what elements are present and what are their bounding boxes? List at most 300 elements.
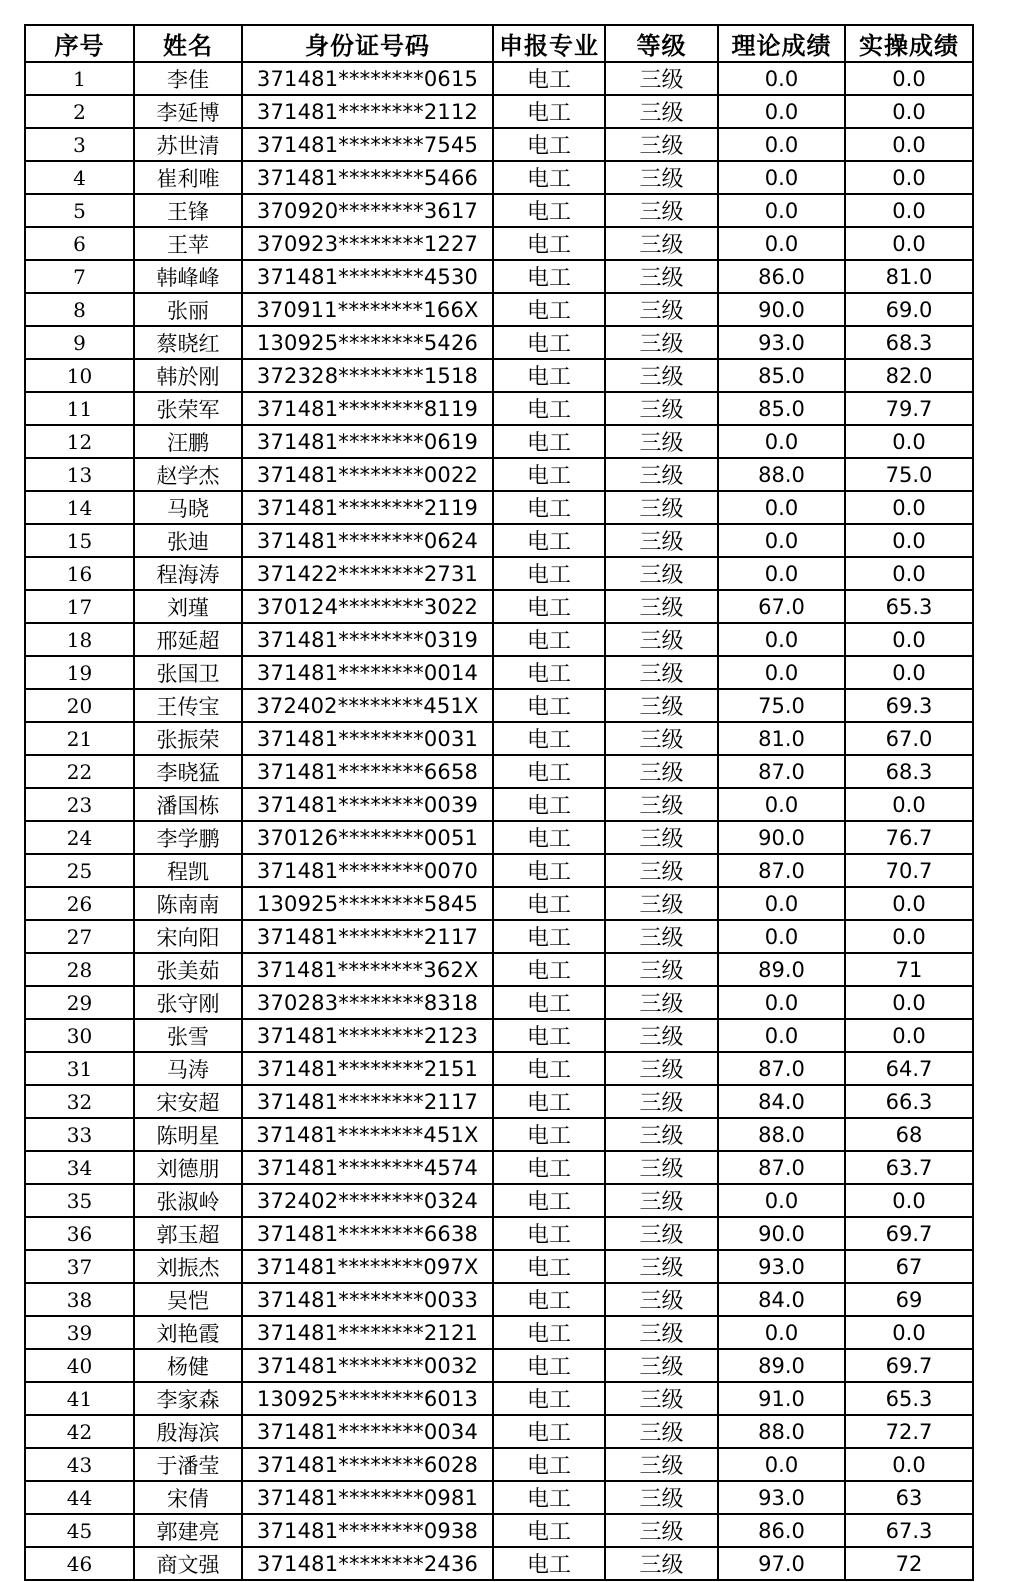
table-row [25, 689, 973, 722]
cell-name: 苏世清 [134, 128, 242, 161]
cell-id-number: 372402********451X [242, 689, 493, 722]
cell-id-number: 372402********0324 [242, 1184, 493, 1217]
cell-practical-score: 0.0 [845, 1316, 973, 1349]
table-row [25, 557, 973, 590]
cell-level: 三级 [605, 260, 718, 293]
cell-seq: 29 [25, 986, 134, 1019]
cell-seq: 1 [25, 62, 134, 95]
cell-id-number: 371481********0319 [242, 623, 493, 656]
cell-practical-score: 68.3 [845, 326, 973, 359]
table-row [25, 1382, 973, 1415]
cell-name: 郭玉超 [134, 1217, 242, 1250]
cell-level: 三级 [605, 62, 718, 95]
cell-name: 马晓 [134, 491, 242, 524]
cell-id-number: 371481********362X [242, 953, 493, 986]
cell-practical-score: 0.0 [845, 62, 973, 95]
table-row [25, 1217, 973, 1250]
cell-seq: 14 [25, 491, 134, 524]
cell-practical-score: 67 [845, 1250, 973, 1283]
header-seq: 序号 [25, 25, 134, 62]
cell-id-number: 371481********4574 [242, 1151, 493, 1184]
cell-id-number: 371422********2731 [242, 557, 493, 590]
cell-level: 三级 [605, 1151, 718, 1184]
cell-name: 汪鹏 [134, 425, 242, 458]
header-id-number: 身份证号码 [242, 25, 493, 62]
cell-theory-score: 0.0 [718, 425, 845, 458]
cell-level: 三级 [605, 1382, 718, 1415]
score-table [24, 24, 974, 1581]
cell-practical-score: 67.0 [845, 722, 973, 755]
cell-specialty: 电工 [493, 392, 605, 425]
cell-level: 三级 [605, 1514, 718, 1547]
cell-theory-score: 84.0 [718, 1283, 845, 1316]
cell-theory-score: 0.0 [718, 161, 845, 194]
cell-level: 三级 [605, 1415, 718, 1448]
cell-level: 三级 [605, 1118, 718, 1151]
cell-id-number: 370283********8318 [242, 986, 493, 1019]
cell-theory-score: 91.0 [718, 1382, 845, 1415]
cell-seq: 32 [25, 1085, 134, 1118]
cell-theory-score: 0.0 [718, 1019, 845, 1052]
cell-theory-score: 87.0 [718, 1052, 845, 1085]
cell-theory-score: 0.0 [718, 227, 845, 260]
cell-id-number: 371481********2112 [242, 95, 493, 128]
cell-id-number: 370911********166X [242, 293, 493, 326]
cell-theory-score: 67.0 [718, 590, 845, 623]
cell-theory-score: 86.0 [718, 1514, 845, 1547]
table-row [25, 359, 973, 392]
cell-theory-score: 93.0 [718, 1481, 845, 1514]
cell-specialty: 电工 [493, 722, 605, 755]
cell-name: 潘国栋 [134, 788, 242, 821]
cell-seq: 26 [25, 887, 134, 920]
table-row [25, 623, 973, 656]
header-level: 等级 [605, 25, 718, 62]
cell-specialty: 电工 [493, 1118, 605, 1151]
cell-level: 三级 [605, 590, 718, 623]
cell-name: 程凯 [134, 854, 242, 887]
cell-seq: 25 [25, 854, 134, 887]
table-row [25, 524, 973, 557]
table-row [25, 920, 973, 953]
cell-theory-score: 0.0 [718, 788, 845, 821]
cell-seq: 11 [25, 392, 134, 425]
cell-practical-score: 0.0 [845, 425, 973, 458]
cell-theory-score: 81.0 [718, 722, 845, 755]
cell-practical-score: 75.0 [845, 458, 973, 491]
cell-practical-score: 63 [845, 1481, 973, 1514]
table-row [25, 1514, 973, 1547]
cell-practical-score: 0.0 [845, 623, 973, 656]
cell-level: 三级 [605, 326, 718, 359]
cell-level: 三级 [605, 425, 718, 458]
cell-id-number: 370923********1227 [242, 227, 493, 260]
cell-seq: 5 [25, 194, 134, 227]
cell-name: 刘振杰 [134, 1250, 242, 1283]
cell-name: 蔡晓红 [134, 326, 242, 359]
cell-specialty: 电工 [493, 590, 605, 623]
cell-name: 张迪 [134, 524, 242, 557]
cell-specialty: 电工 [493, 1316, 605, 1349]
cell-specialty: 电工 [493, 326, 605, 359]
cell-seq: 35 [25, 1184, 134, 1217]
cell-practical-score: 66.3 [845, 1085, 973, 1118]
cell-seq: 44 [25, 1481, 134, 1514]
cell-id-number: 371481********5466 [242, 161, 493, 194]
cell-theory-score: 89.0 [718, 1349, 845, 1382]
table-row [25, 1151, 973, 1184]
table-row [25, 128, 973, 161]
cell-id-number: 371481********0032 [242, 1349, 493, 1382]
cell-practical-score: 79.7 [845, 392, 973, 425]
cell-practical-score: 69.7 [845, 1349, 973, 1382]
table-row [25, 293, 973, 326]
cell-level: 三级 [605, 128, 718, 161]
cell-practical-score: 69.3 [845, 689, 973, 722]
cell-level: 三级 [605, 755, 718, 788]
cell-level: 三级 [605, 1184, 718, 1217]
cell-id-number: 371481********2119 [242, 491, 493, 524]
cell-name: 刘艳霞 [134, 1316, 242, 1349]
cell-id-number: 371481********8119 [242, 392, 493, 425]
cell-name: 王传宝 [134, 689, 242, 722]
cell-seq: 43 [25, 1448, 134, 1481]
cell-practical-score: 70.7 [845, 854, 973, 887]
table-row [25, 1547, 973, 1580]
cell-level: 三级 [605, 524, 718, 557]
table-row [25, 95, 973, 128]
cell-seq: 16 [25, 557, 134, 590]
cell-seq: 37 [25, 1250, 134, 1283]
cell-level: 三级 [605, 821, 718, 854]
cell-specialty: 电工 [493, 821, 605, 854]
table-row [25, 986, 973, 1019]
table-row [25, 161, 973, 194]
cell-seq: 4 [25, 161, 134, 194]
cell-practical-score: 68.3 [845, 755, 973, 788]
cell-id-number: 371481********2123 [242, 1019, 493, 1052]
cell-level: 三级 [605, 1448, 718, 1481]
cell-id-number: 371481********2121 [242, 1316, 493, 1349]
cell-seq: 31 [25, 1052, 134, 1085]
cell-name: 陈南南 [134, 887, 242, 920]
cell-level: 三级 [605, 1085, 718, 1118]
table-row [25, 1118, 973, 1151]
header-practical-score: 实操成绩 [845, 25, 973, 62]
cell-seq: 30 [25, 1019, 134, 1052]
cell-theory-score: 87.0 [718, 1151, 845, 1184]
cell-specialty: 电工 [493, 1283, 605, 1316]
cell-level: 三级 [605, 656, 718, 689]
cell-id-number: 371481********6028 [242, 1448, 493, 1481]
cell-seq: 21 [25, 722, 134, 755]
cell-id-number: 370126********0051 [242, 821, 493, 854]
cell-theory-score: 0.0 [718, 623, 845, 656]
cell-seq: 36 [25, 1217, 134, 1250]
cell-specialty: 电工 [493, 128, 605, 161]
cell-name: 张丽 [134, 293, 242, 326]
cell-theory-score: 0.0 [718, 128, 845, 161]
cell-seq: 6 [25, 227, 134, 260]
cell-practical-score: 0.0 [845, 1448, 973, 1481]
cell-practical-score: 0.0 [845, 1184, 973, 1217]
cell-seq: 15 [25, 524, 134, 557]
cell-practical-score: 65.3 [845, 1382, 973, 1415]
cell-id-number: 370920********3617 [242, 194, 493, 227]
cell-practical-score: 64.7 [845, 1052, 973, 1085]
cell-id-number: 130925********6013 [242, 1382, 493, 1415]
cell-id-number: 371481********0624 [242, 524, 493, 557]
cell-id-number: 371481********0034 [242, 1415, 493, 1448]
cell-name: 刘瑾 [134, 590, 242, 623]
cell-level: 三级 [605, 1349, 718, 1382]
table-row [25, 392, 973, 425]
cell-specialty: 电工 [493, 260, 605, 293]
table-row [25, 1184, 973, 1217]
table-row [25, 887, 973, 920]
cell-name: 邢延超 [134, 623, 242, 656]
cell-name: 李学鹏 [134, 821, 242, 854]
cell-id-number: 371481********0938 [242, 1514, 493, 1547]
cell-theory-score: 93.0 [718, 1250, 845, 1283]
table-row [25, 656, 973, 689]
cell-theory-score: 75.0 [718, 689, 845, 722]
cell-level: 三级 [605, 1250, 718, 1283]
cell-name: 程海涛 [134, 557, 242, 590]
cell-level: 三级 [605, 557, 718, 590]
cell-level: 三级 [605, 194, 718, 227]
cell-theory-score: 86.0 [718, 260, 845, 293]
cell-specialty: 电工 [493, 524, 605, 557]
cell-seq: 39 [25, 1316, 134, 1349]
cell-specialty: 电工 [493, 755, 605, 788]
cell-specialty: 电工 [493, 1514, 605, 1547]
cell-name: 张淑岭 [134, 1184, 242, 1217]
table-row [25, 227, 973, 260]
table-row [25, 1415, 973, 1448]
cell-id-number: 371481********0014 [242, 656, 493, 689]
cell-theory-score: 0.0 [718, 656, 845, 689]
cell-level: 三级 [605, 953, 718, 986]
cell-specialty: 电工 [493, 1217, 605, 1250]
cell-id-number: 371481********7545 [242, 128, 493, 161]
header-row [25, 25, 973, 62]
table-row [25, 458, 973, 491]
cell-specialty: 电工 [493, 1250, 605, 1283]
cell-name: 陈明星 [134, 1118, 242, 1151]
cell-theory-score: 87.0 [718, 755, 845, 788]
cell-specialty: 电工 [493, 1349, 605, 1382]
cell-seq: 42 [25, 1415, 134, 1448]
cell-id-number: 371481********6658 [242, 755, 493, 788]
cell-theory-score: 0.0 [718, 1184, 845, 1217]
cell-name: 宋向阳 [134, 920, 242, 953]
cell-theory-score: 0.0 [718, 557, 845, 590]
cell-specialty: 电工 [493, 62, 605, 95]
cell-level: 三级 [605, 1283, 718, 1316]
cell-level: 三级 [605, 689, 718, 722]
cell-practical-score: 0.0 [845, 920, 973, 953]
cell-name: 李晓猛 [134, 755, 242, 788]
cell-specialty: 电工 [493, 1052, 605, 1085]
cell-seq: 2 [25, 95, 134, 128]
table-row [25, 491, 973, 524]
cell-id-number: 371481********0615 [242, 62, 493, 95]
cell-id-number: 372328********1518 [242, 359, 493, 392]
header-theory-score: 理论成绩 [718, 25, 845, 62]
cell-level: 三级 [605, 1019, 718, 1052]
table-row [25, 1250, 973, 1283]
cell-name: 商文强 [134, 1547, 242, 1580]
cell-seq: 8 [25, 293, 134, 326]
cell-specialty: 电工 [493, 656, 605, 689]
cell-name: 赵学杰 [134, 458, 242, 491]
cell-practical-score: 76.7 [845, 821, 973, 854]
cell-theory-score: 88.0 [718, 1415, 845, 1448]
cell-seq: 41 [25, 1382, 134, 1415]
cell-level: 三级 [605, 1052, 718, 1085]
table-row [25, 1052, 973, 1085]
cell-specialty: 电工 [493, 623, 605, 656]
table-row [25, 953, 973, 986]
cell-theory-score: 85.0 [718, 359, 845, 392]
table-row [25, 755, 973, 788]
cell-practical-score: 0.0 [845, 656, 973, 689]
cell-level: 三级 [605, 161, 718, 194]
cell-specialty: 电工 [493, 491, 605, 524]
cell-id-number: 371481********2117 [242, 920, 493, 953]
cell-practical-score: 0.0 [845, 95, 973, 128]
table-row [25, 194, 973, 227]
table-row [25, 788, 973, 821]
table-row [25, 1448, 973, 1481]
cell-level: 三级 [605, 986, 718, 1019]
table-row [25, 821, 973, 854]
cell-theory-score: 85.0 [718, 392, 845, 425]
cell-seq: 27 [25, 920, 134, 953]
table-row [25, 1349, 973, 1382]
cell-name: 张美茹 [134, 953, 242, 986]
cell-id-number: 371481********0039 [242, 788, 493, 821]
cell-theory-score: 90.0 [718, 821, 845, 854]
cell-specialty: 电工 [493, 920, 605, 953]
cell-specialty: 电工 [493, 1382, 605, 1415]
cell-specialty: 电工 [493, 557, 605, 590]
table-row [25, 1481, 973, 1514]
cell-name: 李佳 [134, 62, 242, 95]
cell-id-number: 371481********451X [242, 1118, 493, 1151]
table-row [25, 1283, 973, 1316]
cell-practical-score: 0.0 [845, 557, 973, 590]
cell-level: 三级 [605, 293, 718, 326]
cell-practical-score: 69.7 [845, 1217, 973, 1250]
cell-practical-score: 0.0 [845, 1019, 973, 1052]
cell-practical-score: 0.0 [845, 194, 973, 227]
cell-practical-score: 0.0 [845, 986, 973, 1019]
cell-level: 三级 [605, 887, 718, 920]
cell-name: 张荣军 [134, 392, 242, 425]
cell-id-number: 371481********0031 [242, 722, 493, 755]
cell-theory-score: 90.0 [718, 293, 845, 326]
cell-level: 三级 [605, 623, 718, 656]
cell-seq: 13 [25, 458, 134, 491]
cell-specialty: 电工 [493, 788, 605, 821]
cell-practical-score: 81.0 [845, 260, 973, 293]
cell-specialty: 电工 [493, 1019, 605, 1052]
cell-specialty: 电工 [493, 293, 605, 326]
cell-practical-score: 0.0 [845, 128, 973, 161]
cell-specialty: 电工 [493, 1547, 605, 1580]
cell-specialty: 电工 [493, 227, 605, 260]
cell-name: 韩於刚 [134, 359, 242, 392]
cell-practical-score: 0.0 [845, 524, 973, 557]
cell-seq: 19 [25, 656, 134, 689]
cell-specialty: 电工 [493, 854, 605, 887]
table-row [25, 1085, 973, 1118]
cell-practical-score: 63.7 [845, 1151, 973, 1184]
cell-id-number: 371481********4530 [242, 260, 493, 293]
cell-level: 三级 [605, 95, 718, 128]
cell-specialty: 电工 [493, 1448, 605, 1481]
cell-specialty: 电工 [493, 1085, 605, 1118]
cell-level: 三级 [605, 392, 718, 425]
table-row [25, 425, 973, 458]
cell-level: 三级 [605, 788, 718, 821]
cell-specialty: 电工 [493, 359, 605, 392]
cell-level: 三级 [605, 491, 718, 524]
cell-practical-score: 0.0 [845, 161, 973, 194]
cell-specialty: 电工 [493, 986, 605, 1019]
cell-name: 王苹 [134, 227, 242, 260]
cell-name: 杨健 [134, 1349, 242, 1382]
cell-seq: 17 [25, 590, 134, 623]
cell-seq: 18 [25, 623, 134, 656]
cell-name: 宋安超 [134, 1085, 242, 1118]
cell-seq: 9 [25, 326, 134, 359]
table-row [25, 326, 973, 359]
cell-practical-score: 65.3 [845, 590, 973, 623]
cell-level: 三级 [605, 1481, 718, 1514]
cell-theory-score: 88.0 [718, 458, 845, 491]
cell-seq: 46 [25, 1547, 134, 1580]
cell-name: 崔利唯 [134, 161, 242, 194]
cell-specialty: 电工 [493, 458, 605, 491]
cell-id-number: 371481********0070 [242, 854, 493, 887]
cell-specialty: 电工 [493, 1415, 605, 1448]
cell-name: 王锋 [134, 194, 242, 227]
cell-practical-score: 72.7 [845, 1415, 973, 1448]
cell-theory-score: 0.0 [718, 95, 845, 128]
cell-practical-score: 72 [845, 1547, 973, 1580]
cell-level: 三级 [605, 1217, 718, 1250]
cell-name: 韩峰峰 [134, 260, 242, 293]
cell-id-number: 130925********5845 [242, 887, 493, 920]
cell-id-number: 371481********2436 [242, 1547, 493, 1580]
table-row [25, 260, 973, 293]
table-row [25, 1316, 973, 1349]
cell-level: 三级 [605, 854, 718, 887]
cell-name: 李延博 [134, 95, 242, 128]
cell-specialty: 电工 [493, 1481, 605, 1514]
cell-theory-score: 88.0 [718, 1118, 845, 1151]
cell-id-number: 371481********0619 [242, 425, 493, 458]
cell-id-number: 371481********0981 [242, 1481, 493, 1514]
cell-theory-score: 84.0 [718, 1085, 845, 1118]
cell-name: 张国卫 [134, 656, 242, 689]
cell-id-number: 370124********3022 [242, 590, 493, 623]
cell-name: 宋倩 [134, 1481, 242, 1514]
cell-specialty: 电工 [493, 1184, 605, 1217]
